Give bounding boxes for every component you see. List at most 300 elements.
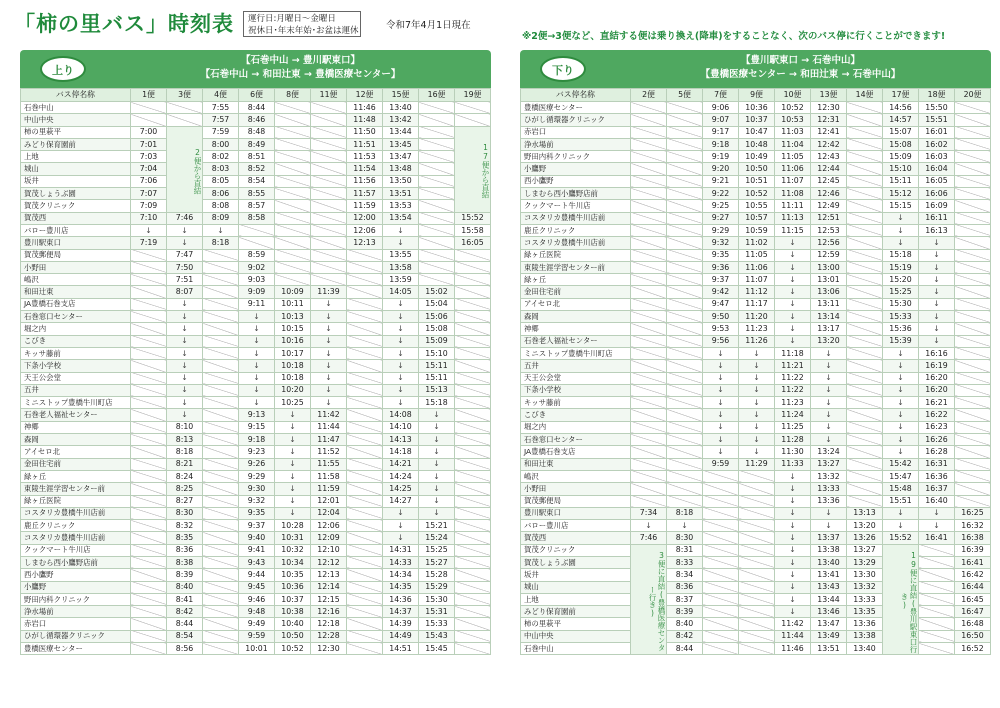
pass-through-arrow: ↓: [703, 397, 739, 409]
no-service-cell: [455, 397, 491, 409]
no-service-cell: [311, 261, 347, 273]
no-service-cell: [203, 618, 239, 630]
pass-through-arrow: ↓: [383, 372, 419, 384]
departure-time: 12:46: [811, 188, 847, 200]
stop-name: こびき: [521, 409, 631, 421]
departure-time: 8:03: [203, 163, 239, 175]
no-service-cell: [347, 495, 383, 507]
departure-time: 16:48: [955, 618, 991, 630]
no-service-cell: [131, 286, 167, 298]
departure-time: 16:19: [919, 360, 955, 372]
departure-time: 10:20: [275, 384, 311, 396]
no-service-cell: [739, 544, 775, 556]
pass-through-arrow: ↓: [775, 335, 811, 347]
timetable-row: [521, 458, 991, 470]
stop-name: 天王公会堂: [521, 372, 631, 384]
no-service-cell: [667, 163, 703, 175]
pass-through-arrow: ↓: [383, 384, 419, 396]
no-service-cell: [631, 446, 667, 458]
no-service-cell: [847, 126, 883, 138]
pass-through-arrow: ↓: [275, 421, 311, 433]
no-service-cell: [275, 188, 311, 200]
stop-name: 金田住宅前: [21, 458, 131, 470]
stop-name: 豊橋医療センター: [21, 643, 131, 655]
stop-name: コスタリカ豊橋牛川店前: [521, 237, 631, 249]
pass-through-arrow: ↓: [167, 372, 203, 384]
trip-header: 16便: [419, 89, 455, 102]
no-service-cell: [955, 286, 991, 298]
pass-through-arrow: ↓: [311, 347, 347, 359]
departure-time: 16:05: [919, 175, 955, 187]
no-service-cell: [203, 421, 239, 433]
no-service-cell: [131, 458, 167, 470]
departure-time: 8:49: [239, 138, 275, 150]
departure-time: 11:33: [775, 458, 811, 470]
stop-name: 下条小学校: [21, 360, 131, 372]
timetable-row: [21, 237, 491, 249]
departure-time: 16:05: [455, 237, 491, 249]
departure-time: 13:36: [847, 618, 883, 630]
departure-time: 7:01: [131, 138, 167, 150]
service-days-line-2: 祝休日･年末年始･お盆は運休: [248, 26, 359, 36]
no-service-cell: [347, 311, 383, 323]
timetable-row: [21, 151, 491, 163]
pass-through-arrow: ↓: [203, 224, 239, 236]
departure-time: 10:28: [275, 520, 311, 532]
departure-time: 12:13: [347, 237, 383, 249]
no-service-cell: [455, 372, 491, 384]
departure-time: 8:38: [167, 556, 203, 568]
pass-through-arrow: ↓: [703, 434, 739, 446]
no-service-cell: [455, 102, 491, 114]
pass-through-arrow: ↓: [131, 224, 167, 236]
departure-time: 13:06: [811, 286, 847, 298]
departure-time: 11:24: [775, 409, 811, 421]
no-service-cell: [419, 114, 455, 126]
no-service-cell: [847, 224, 883, 236]
departure-time: 12:00: [347, 212, 383, 224]
no-service-cell: [455, 507, 491, 519]
departure-time: 10:48: [739, 138, 775, 150]
route-line-2: 【石巻中山 → 和田辻東 → 豊橋医療センター】: [200, 69, 401, 80]
departure-time: 10:15: [275, 323, 311, 335]
stop-name: 五井: [521, 360, 631, 372]
departure-time: 10:52: [275, 643, 311, 655]
no-service-cell: [703, 532, 739, 544]
departure-time: 8:44: [667, 643, 703, 655]
pass-through-arrow: ↓: [919, 286, 955, 298]
departure-time: 10:01: [239, 643, 275, 655]
departure-time: 13:51: [383, 188, 419, 200]
departure-time: 16:06: [919, 188, 955, 200]
pass-through-arrow: ↓: [383, 237, 419, 249]
no-service-cell: [955, 384, 991, 396]
stop-name: 天王公会堂: [21, 372, 131, 384]
departure-time: 15:42: [883, 458, 919, 470]
departure-time: 16:01: [919, 126, 955, 138]
pass-through-arrow: ↓: [775, 286, 811, 298]
pass-through-arrow: ↓: [919, 323, 955, 335]
no-service-cell: [203, 335, 239, 347]
departure-time: 9:06: [703, 102, 739, 114]
no-service-cell: [955, 470, 991, 482]
stop-name: 森岡: [21, 434, 131, 446]
departure-time: 9:26: [239, 458, 275, 470]
no-service-cell: [203, 470, 239, 482]
timetable-down: [520, 88, 991, 655]
no-service-cell: [203, 434, 239, 446]
trip-header: 1便: [131, 89, 167, 102]
pass-through-arrow: ↓: [419, 507, 455, 519]
departure-time: 15:45: [419, 643, 455, 655]
departure-time: 11:44: [775, 630, 811, 642]
departure-time: 15:52: [455, 212, 491, 224]
departure-time: 9:50: [703, 311, 739, 323]
departure-time: 12:13: [311, 569, 347, 581]
no-service-cell: [131, 434, 167, 446]
no-service-cell: [347, 360, 383, 372]
timetable-row: [21, 630, 491, 642]
departure-time: 14:33: [383, 556, 419, 568]
no-service-cell: [347, 532, 383, 544]
no-service-cell: [131, 618, 167, 630]
timetable-row: [521, 556, 991, 568]
departure-time: 10:18: [275, 360, 311, 372]
no-service-cell: [847, 249, 883, 261]
stop-name: 石巻老人福祉センター: [521, 335, 631, 347]
stop-name: 石巻窓口センター: [21, 311, 131, 323]
timetable-row: [21, 372, 491, 384]
timetable-row: [521, 212, 991, 224]
no-service-cell: [131, 556, 167, 568]
departure-time: 9:13: [239, 409, 275, 421]
no-service-cell: [275, 200, 311, 212]
departure-time: 13:27: [847, 544, 883, 556]
stop-name: 坂井: [21, 175, 131, 187]
no-service-cell: [631, 335, 667, 347]
pass-through-arrow: ↓: [419, 458, 455, 470]
departure-time: 11:55: [311, 458, 347, 470]
departure-time: 11:13: [775, 212, 811, 224]
stop-name: コスタリカ豊橋牛川店前: [21, 507, 131, 519]
departure-time: 9:56: [703, 335, 739, 347]
no-service-cell: [455, 606, 491, 618]
trip-header: 3便: [167, 89, 203, 102]
no-service-cell: [667, 335, 703, 347]
departure-time: 11:12: [739, 286, 775, 298]
stop-name: 赤岩口: [21, 618, 131, 630]
pass-through-arrow: ↓: [167, 335, 203, 347]
departure-time: 10:16: [275, 335, 311, 347]
departure-time: 13:38: [811, 544, 847, 556]
timetable-row: [21, 544, 491, 556]
departure-time: 12:28: [311, 630, 347, 642]
departure-time: 7:09: [131, 200, 167, 212]
departure-time: 13:58: [383, 261, 419, 273]
no-service-cell: [203, 274, 239, 286]
departure-time: 9:32: [703, 237, 739, 249]
no-service-cell: [131, 274, 167, 286]
timetable-row: [21, 323, 491, 335]
no-service-cell: [275, 175, 311, 187]
no-service-cell: [847, 397, 883, 409]
stop-name: ミニストップ豊橋牛川町店: [21, 397, 131, 409]
departure-time: 13:46: [811, 606, 847, 618]
timetable-row: [521, 175, 991, 187]
pass-through-arrow: ↓: [419, 470, 455, 482]
departure-time: 16:26: [919, 434, 955, 446]
no-service-cell: [347, 593, 383, 605]
departure-time: 15:10: [419, 347, 455, 359]
stop-name: 賀茂西: [521, 532, 631, 544]
pass-through-arrow: ↓: [775, 237, 811, 249]
no-service-cell: [455, 618, 491, 630]
departure-time: 8:35: [167, 532, 203, 544]
no-service-cell: [739, 630, 775, 642]
pass-through-arrow: ↓: [419, 483, 455, 495]
departure-time: 11:07: [739, 274, 775, 286]
no-service-cell: [131, 323, 167, 335]
departure-time: 16:45: [955, 593, 991, 605]
departure-time: 14:13: [383, 434, 419, 446]
no-service-cell: [311, 138, 347, 150]
departure-time: 16:03: [919, 151, 955, 163]
pass-through-arrow: ↓: [167, 360, 203, 372]
departure-time: 8:36: [167, 544, 203, 556]
no-service-cell: [667, 249, 703, 261]
timetable-row: [21, 556, 491, 568]
no-service-cell: [847, 175, 883, 187]
departure-time: 14:36: [383, 593, 419, 605]
trip-header: 14便: [847, 89, 883, 102]
departure-time: 9:17: [703, 126, 739, 138]
stop-name: 小野田: [21, 261, 131, 273]
no-service-cell: [347, 323, 383, 335]
departure-time: 16:50: [955, 630, 991, 642]
timetable-row: [521, 372, 991, 384]
pass-through-arrow: ↓: [275, 409, 311, 421]
departure-time: 16:37: [919, 483, 955, 495]
pass-through-arrow: ↓: [703, 347, 739, 359]
departure-time: 8:02: [203, 151, 239, 163]
trip-header: 2便: [631, 89, 667, 102]
timetable-row: [521, 593, 991, 605]
no-service-cell: [311, 200, 347, 212]
departure-time: 11:22: [775, 372, 811, 384]
departure-time: 11:20: [739, 311, 775, 323]
timetable-row: [21, 581, 491, 593]
departure-time: 9:49: [239, 618, 275, 630]
no-service-cell: [455, 556, 491, 568]
no-service-cell: [739, 470, 775, 482]
departure-time: 15:33: [419, 618, 455, 630]
departure-time: 13:54: [383, 212, 419, 224]
service-days-box: [243, 11, 361, 37]
timetable-row: [21, 138, 491, 150]
departure-time: 15:29: [419, 581, 455, 593]
stop-name: クックマート牛川店: [521, 200, 631, 212]
timetable-row: [21, 618, 491, 630]
no-service-cell: [703, 470, 739, 482]
departure-time: 8:52: [239, 163, 275, 175]
departure-time: 15:25: [883, 286, 919, 298]
departure-time: 15:47: [883, 470, 919, 482]
departure-time: 13:53: [383, 200, 419, 212]
no-service-cell: [631, 323, 667, 335]
no-service-cell: [347, 483, 383, 495]
no-service-cell: [847, 483, 883, 495]
stop-name: 賀茂しょうぶ園: [21, 188, 131, 200]
pass-through-arrow: ↓: [275, 470, 311, 482]
departure-time: 8:39: [667, 606, 703, 618]
departure-time: 16:41: [955, 556, 991, 568]
departure-time: 12:49: [811, 200, 847, 212]
departure-time: 15:12: [883, 188, 919, 200]
no-service-cell: [455, 470, 491, 482]
no-service-cell: [631, 102, 667, 114]
no-service-cell: [703, 593, 739, 605]
no-service-cell: [631, 409, 667, 421]
departure-time: 15:02: [419, 286, 455, 298]
departure-time: 10:09: [275, 286, 311, 298]
departure-time: 11:26: [739, 335, 775, 347]
timetable-row: [521, 606, 991, 618]
no-service-cell: [203, 606, 239, 618]
departure-time: 8:37: [667, 593, 703, 605]
departure-time: 13:47: [811, 618, 847, 630]
departure-time: 16:04: [919, 163, 955, 175]
departure-time: 11:47: [311, 434, 347, 446]
no-service-cell: [455, 384, 491, 396]
departure-time: 10:38: [275, 606, 311, 618]
stop-name: 西小鷹野: [521, 175, 631, 187]
no-service-cell: [631, 421, 667, 433]
departure-time: 10:18: [275, 372, 311, 384]
no-service-cell: [419, 138, 455, 150]
departure-time: 9:59: [239, 630, 275, 642]
no-service-cell: [631, 458, 667, 470]
pass-through-arrow: ↓: [383, 520, 419, 532]
departure-time: 9:41: [239, 544, 275, 556]
departure-time: 11:56: [347, 175, 383, 187]
no-service-cell: [203, 532, 239, 544]
pass-through-arrow: ↓: [811, 520, 847, 532]
departure-time: 10:32: [275, 544, 311, 556]
departure-time: 8:56: [167, 643, 203, 655]
departure-time: 9:40: [239, 532, 275, 544]
pass-through-arrow: ↓: [811, 409, 847, 421]
trip-header: 5便: [667, 89, 703, 102]
departure-time: 9:46: [239, 593, 275, 605]
no-service-cell: [275, 151, 311, 163]
no-service-cell: [667, 224, 703, 236]
no-service-cell: [847, 138, 883, 150]
departure-time: 15:52: [883, 532, 919, 544]
timetable-row: [521, 274, 991, 286]
timetable-row: [21, 409, 491, 421]
pass-through-arrow: ↓: [775, 249, 811, 261]
no-service-cell: [631, 200, 667, 212]
departure-time: 8:31: [667, 544, 703, 556]
departure-time: 13:45: [383, 138, 419, 150]
departure-time: 9:21: [703, 175, 739, 187]
stop-name: 石巻窓口センター: [521, 434, 631, 446]
departure-time: 11:18: [775, 347, 811, 359]
timetable-row: [21, 569, 491, 581]
pass-through-arrow: ↓: [383, 224, 419, 236]
departure-time: 13:13: [847, 507, 883, 519]
no-service-cell: [955, 249, 991, 261]
departure-time: 8:18: [167, 446, 203, 458]
departure-time: 16:39: [955, 544, 991, 556]
no-service-cell: [347, 298, 383, 310]
departure-time: 10:40: [275, 618, 311, 630]
stop-name: ミニストップ豊橋牛川町店: [521, 347, 631, 359]
departure-time: 12:14: [311, 581, 347, 593]
no-service-cell: [847, 458, 883, 470]
pass-through-arrow: ↓: [239, 384, 275, 396]
pass-through-arrow: ↓: [311, 360, 347, 372]
departure-time: 12:18: [311, 618, 347, 630]
no-service-cell: [347, 606, 383, 618]
pass-through-arrow: ↓: [239, 323, 275, 335]
no-service-cell: [667, 495, 703, 507]
pass-through-arrow: ↓: [739, 446, 775, 458]
stop-name: JA豊橋石巻支店: [21, 298, 131, 310]
departure-time: 8:54: [239, 175, 275, 187]
departure-time: 11:08: [775, 188, 811, 200]
departure-time: 10:49: [739, 151, 775, 163]
departure-time: 9:35: [703, 249, 739, 261]
pass-through-arrow: ↓: [883, 372, 919, 384]
no-service-cell: [955, 347, 991, 359]
departure-time: 9:59: [703, 458, 739, 470]
no-service-cell: [667, 347, 703, 359]
no-service-cell: [455, 323, 491, 335]
departure-time: 13:40: [811, 556, 847, 568]
no-service-cell: [455, 335, 491, 347]
no-service-cell: [455, 434, 491, 446]
no-service-cell: [739, 495, 775, 507]
pass-through-arrow: ↓: [275, 495, 311, 507]
departure-time: 9:15: [239, 421, 275, 433]
departure-time: 11:44: [311, 421, 347, 433]
stop-name: アイセロ北: [21, 446, 131, 458]
departure-time: 10:13: [275, 311, 311, 323]
no-service-cell: [455, 495, 491, 507]
no-service-cell: [203, 630, 239, 642]
no-service-cell: [203, 507, 239, 519]
departure-time: 12:30: [811, 102, 847, 114]
no-service-cell: [419, 102, 455, 114]
no-service-cell: [631, 237, 667, 249]
departure-time: 10:55: [739, 200, 775, 212]
trip-header: 10便: [775, 89, 811, 102]
departure-time: 10:36: [275, 581, 311, 593]
no-service-cell: [347, 446, 383, 458]
pass-through-arrow: ↓: [739, 397, 775, 409]
no-service-cell: [667, 421, 703, 433]
pass-through-arrow: ↓: [775, 556, 811, 568]
timetable-row: [21, 224, 491, 236]
pass-through-arrow: ↓: [167, 298, 203, 310]
departure-time: 13:37: [811, 532, 847, 544]
no-service-cell: [455, 311, 491, 323]
no-service-cell: [955, 212, 991, 224]
pass-through-arrow: ↓: [383, 323, 419, 335]
no-service-cell: [419, 126, 455, 138]
no-service-cell: [455, 520, 491, 532]
